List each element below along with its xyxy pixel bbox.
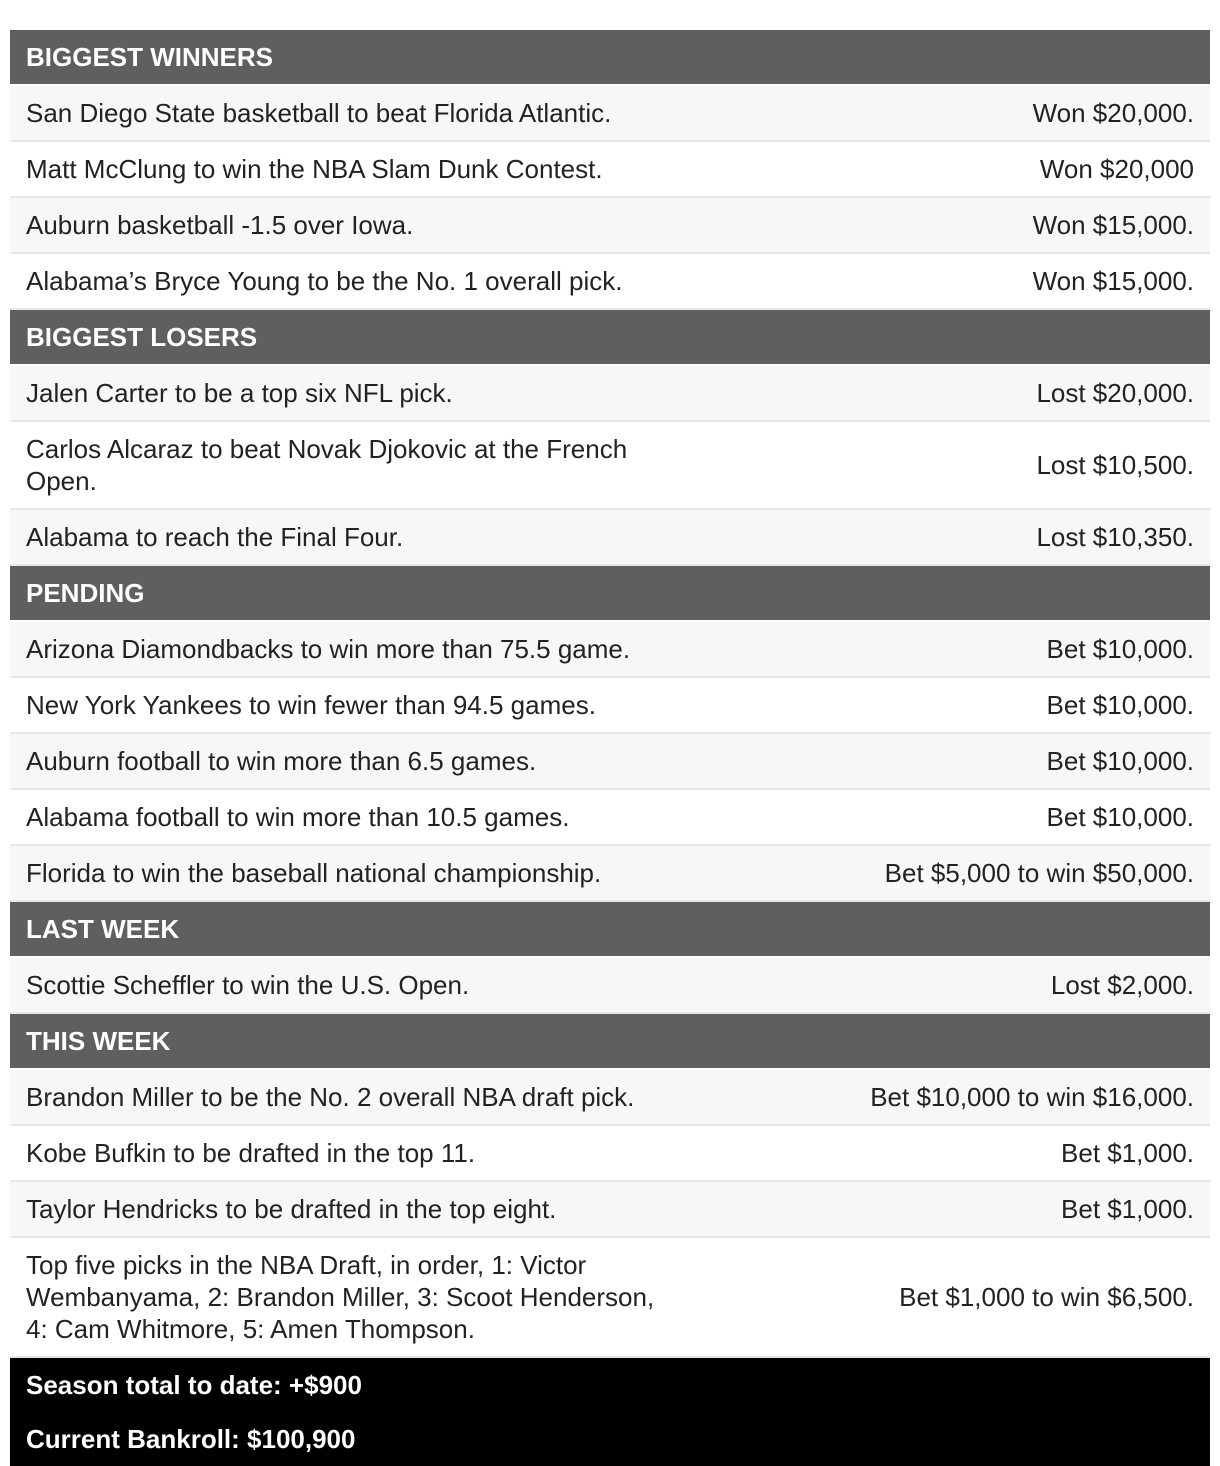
bet-description: Auburn basketball -1.5 over Iowa. xyxy=(10,197,690,253)
section-header-biggest-losers xyxy=(10,309,1210,365)
bet-result: Won $15,000. xyxy=(690,253,1210,309)
bet-description: Carlos Alcaraz to beat Novak Djokovic at the French Open. xyxy=(10,421,690,509)
table-row xyxy=(10,197,1210,253)
section-title: THIS WEEK xyxy=(10,1013,1210,1069)
bet-description: New York Yankees to win fewer than 94.5 games. xyxy=(10,677,690,733)
bet-description: San Diego State basketball to beat Florida Atlantic. xyxy=(10,85,690,141)
bet-result: Bet $10,000. xyxy=(690,789,1210,845)
current-bankroll: Current Bankroll: $100,900 xyxy=(10,1412,1210,1466)
bet-result: Won $20,000. xyxy=(690,85,1210,141)
bet-description: Auburn football to win more than 6.5 games. xyxy=(10,733,690,789)
section-header-last-week xyxy=(10,901,1210,957)
table-row xyxy=(10,141,1210,197)
season-total: Season total to date: +$900 xyxy=(10,1357,1210,1412)
bet-result: Won $15,000. xyxy=(690,197,1210,253)
table-row xyxy=(10,677,1210,733)
table-row xyxy=(10,1181,1210,1237)
table-row xyxy=(10,1237,1210,1357)
bet-result: Bet $1,000. xyxy=(690,1181,1210,1237)
bet-description: Kobe Bufkin to be drafted in the top 11. xyxy=(10,1125,690,1181)
bet-result: Lost $2,000. xyxy=(690,957,1210,1013)
table-row xyxy=(10,789,1210,845)
table-row xyxy=(10,509,1210,565)
bet-description: Alabama to reach the Final Four. xyxy=(10,509,690,565)
bet-result: Bet $1,000 to win $6,500. xyxy=(690,1237,1210,1357)
bet-description: Alabama football to win more than 10.5 games. xyxy=(10,789,690,845)
summary-row-season-total xyxy=(10,1357,1210,1412)
table-row xyxy=(10,253,1210,309)
table-row xyxy=(10,1069,1210,1125)
bet-result: Bet $10,000. xyxy=(690,621,1210,677)
bet-description: Scottie Scheffler to win the U.S. Open. xyxy=(10,957,690,1013)
section-title: BIGGEST WINNERS xyxy=(10,30,1210,85)
bet-result: Bet $10,000 to win $16,000. xyxy=(690,1069,1210,1125)
bet-description: Top five picks in the NBA Draft, in order, 1: Victor Wembanyama, 2: Brandon Miller, 3: Scoot Henderson, 4: Cam Whitmore, 5: Amen Thompson. xyxy=(10,1237,690,1357)
table-row xyxy=(10,733,1210,789)
section-header-this-week xyxy=(10,1013,1210,1069)
bet-result: Bet $5,000 to win $50,000. xyxy=(690,845,1210,901)
table-row xyxy=(10,421,1210,509)
table-row xyxy=(10,85,1210,141)
bet-description: Taylor Hendricks to be drafted in the top eight. xyxy=(10,1181,690,1237)
bet-description: Arizona Diamondbacks to win more than 75.5 game. xyxy=(10,621,690,677)
bet-result: Lost $10,500. xyxy=(690,421,1210,509)
bet-description: Jalen Carter to be a top six NFL pick. xyxy=(10,365,690,421)
section-header-pending xyxy=(10,565,1210,621)
bets-table-body xyxy=(10,30,1210,1466)
bet-result: Lost $10,350. xyxy=(690,509,1210,565)
section-header-biggest-winners xyxy=(10,30,1210,85)
table-row xyxy=(10,845,1210,901)
section-title: LAST WEEK xyxy=(10,901,1210,957)
table-row xyxy=(10,621,1210,677)
table-row xyxy=(10,957,1210,1013)
bet-result: Bet $10,000. xyxy=(690,677,1210,733)
summary-row-bankroll xyxy=(10,1412,1210,1466)
bet-description: Brandon Miller to be the No. 2 overall NBA draft pick. xyxy=(10,1069,690,1125)
bet-description: Matt McClung to win the NBA Slam Dunk Contest. xyxy=(10,141,690,197)
bets-table xyxy=(10,30,1210,1466)
bet-result: Lost $20,000. xyxy=(690,365,1210,421)
table-row xyxy=(10,365,1210,421)
bet-description: Alabama’s Bryce Young to be the No. 1 overall pick. xyxy=(10,253,690,309)
section-title: BIGGEST LOSERS xyxy=(10,309,1210,365)
bet-description: Florida to win the baseball national championship. xyxy=(10,845,690,901)
section-title: PENDING xyxy=(10,565,1210,621)
bet-result: Bet $1,000. xyxy=(690,1125,1210,1181)
bet-result: Won $20,000 xyxy=(690,141,1210,197)
bet-result: Bet $10,000. xyxy=(690,733,1210,789)
table-row xyxy=(10,1125,1210,1181)
